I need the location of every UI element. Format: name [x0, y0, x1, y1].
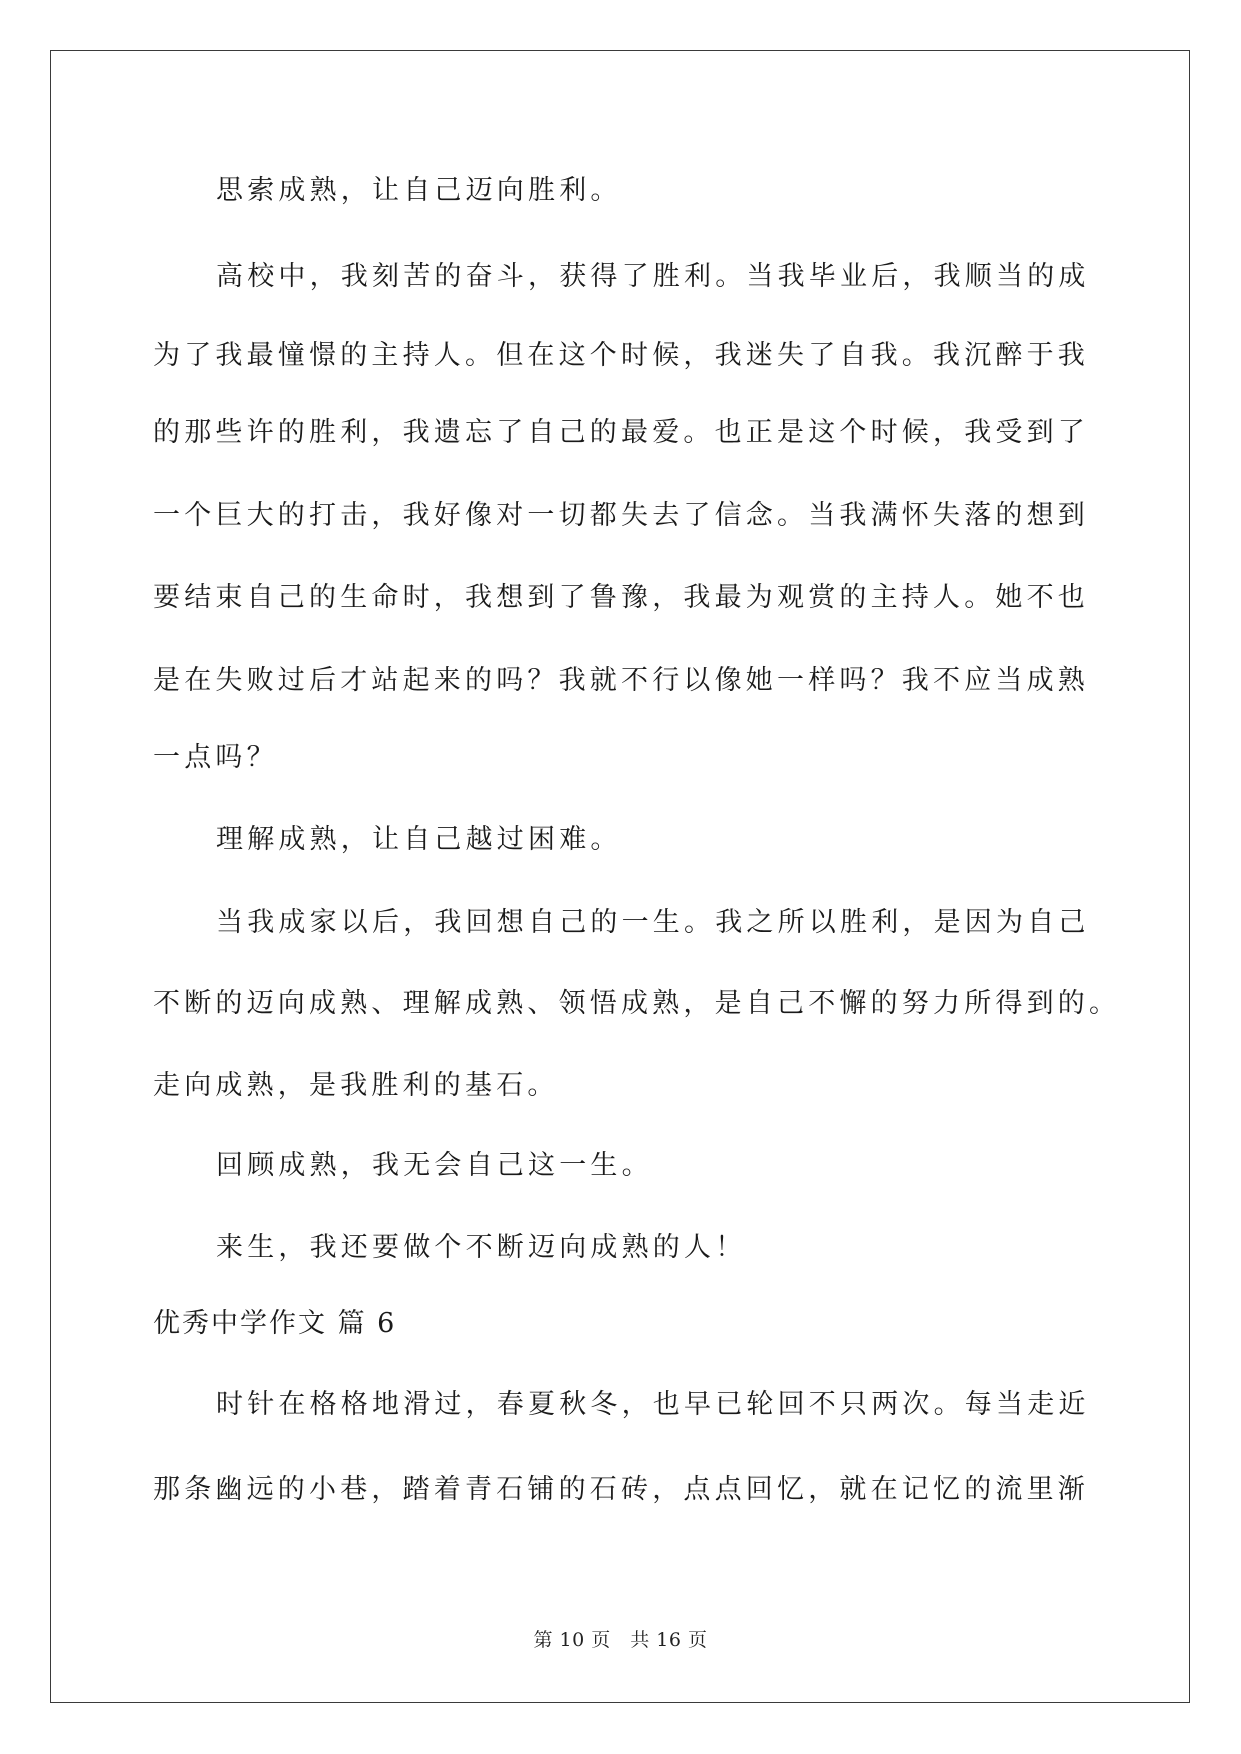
paragraph-line: 思索成熟，让自己迈向胜利。	[216, 175, 622, 206]
paragraph-line: 要结束自己的生命时，我想到了鲁豫，我最为观赏的主持人。她不也	[153, 582, 1089, 613]
paragraph-line: 当我成家以后，我回想自己的一生。我之所以胜利，是因为自己	[216, 907, 1090, 938]
paragraph-line: 为了我最憧憬的主持人。但在这个时候，我迷失了自我。我沉醉于我	[153, 340, 1089, 371]
paragraph-line: 高校中，我刻苦的奋斗，获得了胜利。当我毕业后，我顺当的成	[216, 261, 1090, 292]
paragraph-line: 来生，我还要做个不断迈向成熟的人！	[216, 1232, 747, 1263]
paragraph-line: 一点吗？	[153, 742, 278, 773]
section-heading: 优秀中学作文 篇 6	[153, 1308, 397, 1339]
paragraph-line: 走向成熟，是我胜利的基石。	[153, 1070, 559, 1101]
paragraph-line: 理解成熟，让自己越过困难。	[216, 824, 622, 855]
paragraph-line: 那条幽远的小巷，踏着青石铺的石砖，点点回忆，就在记忆的流里渐	[153, 1474, 1089, 1505]
page-number-footer: 第 10 页 共 16 页	[533, 1629, 708, 1651]
paragraph-line: 的那些许的胜利，我遗忘了自己的最爱。也正是这个时候，我受到了	[153, 417, 1089, 448]
paragraph-line: 时针在格格地滑过，春夏秋冬，也早已轮回不只两次。每当走近	[216, 1389, 1090, 1420]
paragraph-line: 一个巨大的打击，我好像对一切都失去了信念。当我满怀失落的想到	[153, 500, 1089, 531]
paragraph-line: 不断的迈向成熟、理解成熟、领悟成熟，是自己不懈的努力所得到的。	[153, 988, 1121, 1019]
paragraph-line: 是在失败过后才站起来的吗？我就不行以像她一样吗？我不应当成熟	[153, 665, 1089, 696]
paragraph-line: 回顾成熟，我无会自己这一生。	[216, 1150, 653, 1181]
page-border	[50, 50, 1190, 1703]
